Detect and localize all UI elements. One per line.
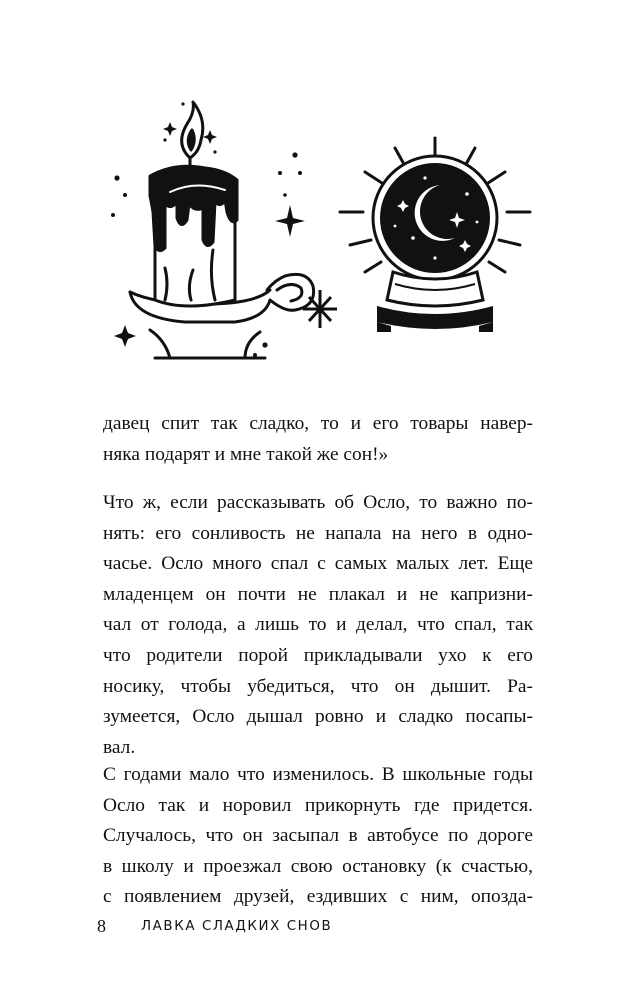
text-line: младенцем он почти не плакал и не капризни-: [103, 583, 533, 605]
text-line: Случалось, что он засыпал в автобусе по дороге: [103, 825, 533, 847]
page-number: 8: [97, 916, 106, 936]
text-line: давец спит так сладко, то и его товары навер-: [103, 413, 533, 434]
text-line: часье. Осло много спал с самых малых лет. Еще: [103, 553, 533, 575]
text-line: что родители порой прикладывали ухо к его: [103, 644, 533, 666]
paragraph-1: [103, 409, 533, 470]
running-head: ЛАВКА СЛАДКИХ СНОВ: [141, 919, 333, 934]
candle-icon: [130, 102, 314, 358]
crystal-ball-icon: [340, 138, 530, 332]
text-line: няка подарят и мне такой же сон!»: [103, 443, 389, 465]
header-illustration: [95, 100, 535, 370]
text-line: носику, чтобы убедиться, что он дышит. Ра-: [103, 675, 533, 697]
text-line: Что ж, если рассказывать об Осло, то важно по-: [103, 492, 533, 513]
text-line: С годами мало что изменилось. В школьные годы: [103, 764, 533, 785]
paragraph-3: [103, 760, 533, 913]
paragraph-2: [103, 488, 533, 763]
text-line: с появлением друзей, ездивших с ним, опозда-: [103, 886, 533, 908]
text-line: Осло так и норовил прикорнуть где придется.: [103, 794, 533, 816]
text-line: в школу и проезжал свою остановку (к счастью,: [103, 855, 533, 877]
text-line: зумеется, Осло дышал ровно и сладко посапы-: [103, 706, 533, 728]
text-line: вал.: [103, 736, 136, 758]
text-line: чал от голода, а лишь то и делал, что спал, так: [103, 614, 533, 636]
text-line: нять: его сонливость не напала на него в одно-: [103, 522, 533, 544]
